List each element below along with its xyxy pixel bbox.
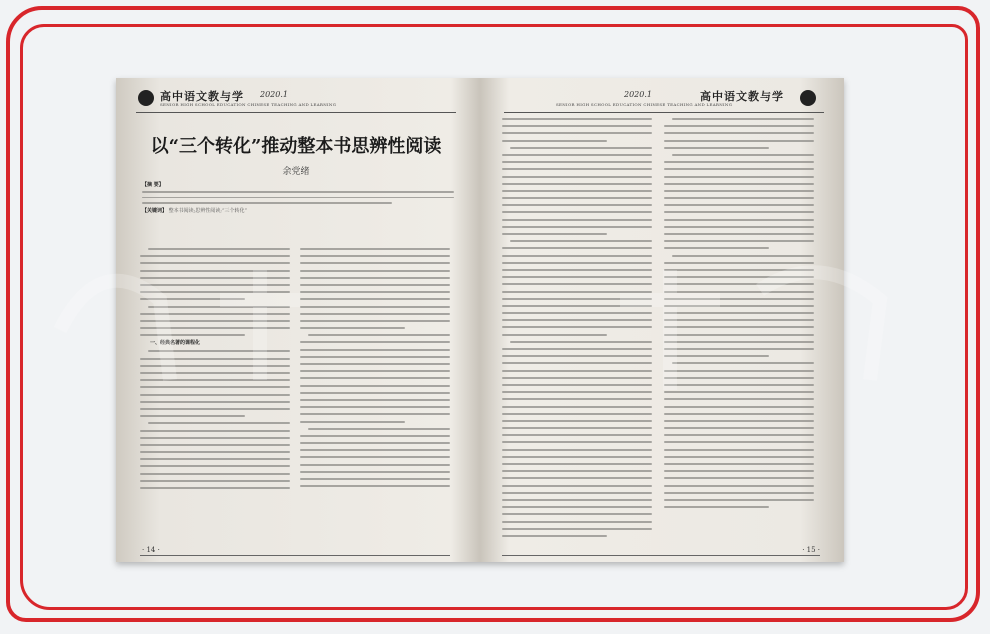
right-page-header — [504, 86, 824, 113]
right-page-column-2 — [664, 118, 814, 513]
magazine-english-name: SENIOR HIGH SCHOOL EDUCATION CHINESE TEACHING AND LEARNING — [160, 102, 337, 107]
right-page — [484, 78, 844, 562]
left-page-column-1 — [140, 248, 290, 494]
left-page — [116, 78, 476, 562]
magazine-english-name-right: SENIOR HIGH SCHOOL EDUCATION CHINESE TEACHING AND LEARNING — [556, 102, 733, 107]
magazine-logo-icon — [138, 90, 154, 106]
article-abstract — [142, 182, 454, 226]
magazine-name: 高中语文教与学 — [160, 90, 244, 103]
left-footer-rule — [140, 555, 450, 556]
left-page-number: · 14 · — [142, 546, 160, 554]
issue-number-right: 2020.1 — [624, 90, 652, 99]
right-page-column-1 — [502, 118, 652, 542]
article-author: 余党绪 — [282, 167, 310, 177]
left-page-column-2 — [300, 248, 450, 492]
right-footer-rule — [502, 555, 820, 556]
abstract-label: 【摘 要】 — [142, 182, 164, 188]
keywords-label: 【关键词】 — [142, 207, 168, 214]
issue-number: 2020.1 — [260, 90, 288, 99]
right-page-number: · 15 · — [802, 546, 820, 554]
open-magazine — [116, 78, 844, 562]
section-heading: 一、经典名著的课程化 — [150, 340, 201, 347]
magazine-logo-icon-right — [800, 90, 816, 106]
article-title: 以“三个转化”推动整本书思辨性阅读 — [150, 136, 442, 157]
left-page-header — [136, 86, 456, 113]
magazine-name-right: 高中语文教与学 — [700, 90, 784, 103]
keywords-text: 整本书阅读;思辨性阅读;“三个转化” — [168, 207, 248, 214]
